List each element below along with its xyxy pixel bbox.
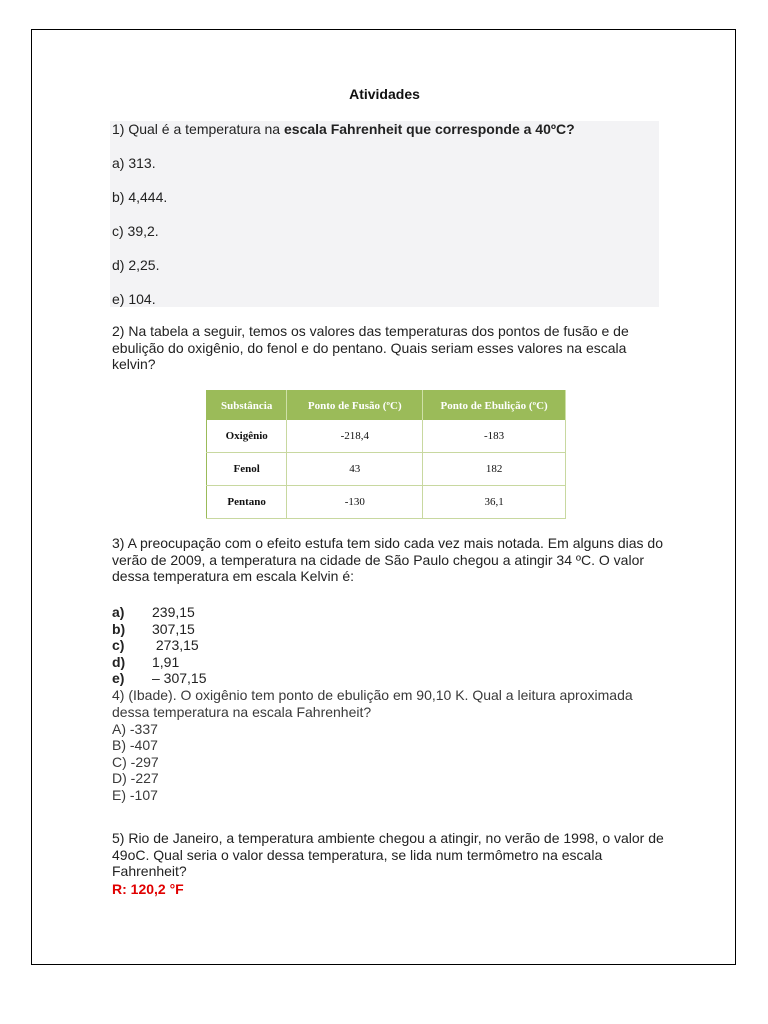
question-3-option-b: b) 307,15 xyxy=(112,621,195,637)
table-cell: Fenol xyxy=(207,453,287,486)
table-header-row xyxy=(207,391,566,421)
question-1-option-c: c) 39,2. xyxy=(112,223,159,239)
question-1-highlight xyxy=(110,121,659,307)
page-title: Atividades xyxy=(349,86,420,102)
question-1-option-b: b) 4,444. xyxy=(112,189,168,205)
question-3-option-d: d) 1,91 xyxy=(112,654,180,670)
question-1-prefix: 1) Qual é a temperatura na xyxy=(112,121,284,137)
question-4-option-c: C) -297 xyxy=(112,754,159,770)
question-3-option-c: c) 273,15 xyxy=(112,637,199,653)
table-cell: 182 xyxy=(423,453,566,486)
question-4-option-e: E) -107 xyxy=(112,787,158,803)
question-2-text: 2) Na tabela a seguir, temos os valores das temperaturas dos pontos de fusão e de ebulição do oxigênio, do fenol e do pentano. Quais seriam esses valores na escala kelvin? xyxy=(112,323,629,373)
table-row xyxy=(207,453,566,486)
table-cell: -130 xyxy=(287,486,423,519)
question-3-option-e: e) – 307,15 xyxy=(112,670,207,686)
question-1-option-a: a) 313. xyxy=(112,155,156,171)
table-header: Substância xyxy=(207,391,287,421)
question-1-option-e: e) 104. xyxy=(112,291,156,307)
table-cell: -218,4 xyxy=(287,420,423,453)
question-3-option-a: a) 239,15 xyxy=(112,604,195,620)
table-row xyxy=(207,420,566,453)
question-3-text: 3) A preocupação com o efeito estufa tem sido cada vez mais notada. Em alguns dias do verão de 2009, a temperatura na cidade de São Paulo chegou a atingir 34 ºC. O valor dessa temperatura em escala Kelvin é: xyxy=(112,535,663,585)
table-cell: -183 xyxy=(423,420,566,453)
question-1-text xyxy=(112,121,575,137)
table-cell: Pentano xyxy=(207,486,287,519)
question-1-option-d: d) 2,25. xyxy=(112,257,160,273)
table-cell: 36,1 xyxy=(423,486,566,519)
question-4-option-b: B) -407 xyxy=(112,737,158,753)
document-page xyxy=(31,29,736,965)
table-cell: 43 xyxy=(287,453,423,486)
table-header: Ponto de Fusão (ºC) xyxy=(287,391,423,421)
question-4-option-a: A) -337 xyxy=(112,721,158,737)
question-4-option-d: D) -227 xyxy=(112,770,159,786)
table-header: Ponto de Ebulição (ºC) xyxy=(423,391,566,421)
question-5-answer: R: 120,2 °F xyxy=(112,881,184,897)
question-5-text: 5) Rio de Janeiro, a temperatura ambiente chegou a atingir, no verão de 1998, o valor de 49oC. Qual seria o valor dessa temperatura, se lida num termômetro na escala Fahrenheit? xyxy=(112,830,664,880)
question-1-bold: escala Fahrenheit que corresponde a 40ºC? xyxy=(284,121,575,137)
question-4-text: 4) (Ibade). O oxigênio tem ponto de ebulição em 90,10 K. Qual a leitura aproximada dessa temperatura na escala Fahrenheit? xyxy=(112,687,633,720)
temperature-table xyxy=(206,390,566,519)
table-row xyxy=(207,486,566,519)
table-cell: Oxigênio xyxy=(207,420,287,453)
